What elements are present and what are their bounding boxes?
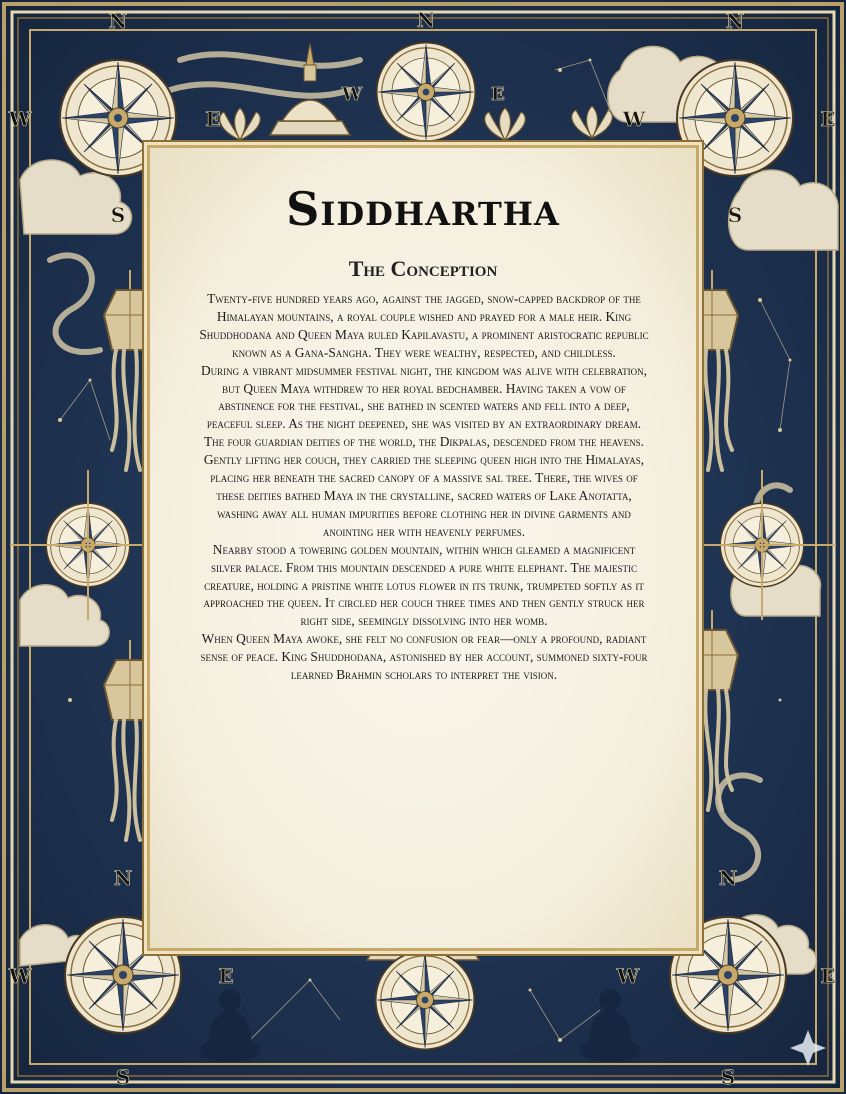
compass-letter: N: [113, 866, 133, 890]
compass-letter: E: [205, 107, 221, 131]
compass-letter: N: [725, 9, 745, 33]
compass-letter: W: [8, 964, 32, 988]
paragraph: Twenty-five hundred years ago, against the jagged, snow-capped backdrop of the Himalayan mountains, a royal couple wished and prayed for a male heir. King Shuddhodana and Queen Maya ruled Kapilavastu, a prominent aristocratic republic known as a Gana-Sangha. They were wealthy, respected, and childless.: [199, 291, 649, 360]
paragraph: During a vibrant midsummer festival night, the kingdom was alive with celebration, but Queen Maya withdrew to her royal bedchamber. Having taken a vow of abstinence for the festival, she bathed in scented waters and fell into a deep, peaceful sleep. As the night deepened, she was visited by an extraordinary dream.: [201, 362, 647, 432]
paragraph: The four guardian deities of the world, the Dikpalas, descended from the heavens. Gently lifting her couch, they carried the sleeping queen high into the Himalayas, placing her beneath the sacred canopy of a massive sal tree. There, the wives of these deities bathed Maya in the crystalline, sacred waters of Lake Anotatta, washing away all human impurities before clothing her in divine garments and anointing her with heavenly perfumes.: [203, 434, 645, 539]
paragraph: Nearby stood a towering golden mountain, within which gleamed a magnificent silver palace. From this mountain descended a pure white elephant. The majestic creature, holding a pristine white lotus flower in its trunk, trumpeted softly as it approached the queen. It circled her couch three times and then gently struck her right side, seemingly dissolving into her womb.: [203, 541, 645, 629]
compass-letter: S: [727, 203, 743, 227]
compass-letter: E: [218, 964, 234, 988]
compass-letter: S: [720, 1065, 736, 1089]
compass-letter: W: [8, 107, 32, 131]
page-title: Siddhartha: [286, 182, 560, 236]
compass-letter: E: [491, 84, 505, 105]
compass-letter: E: [820, 964, 836, 988]
chapter-body: [196, 290, 652, 684]
chapter-subtitle: The Conception: [348, 256, 498, 281]
compass-letter: S: [110, 203, 126, 227]
compass-letter: S: [115, 1065, 131, 1089]
compass-letter: N: [108, 9, 128, 33]
compass-letter: W: [622, 107, 646, 131]
compass-letter: E: [820, 107, 836, 131]
paragraph: When Queen Maya awoke, she felt no confusion or fear—only a profound, radiant sense of peace. King Shuddhodana, astonished by her account, summoned sixty-four learned Brahmin scholars to interpret the vision.: [200, 631, 648, 683]
compass-letter: W: [616, 964, 640, 988]
compass-letter: W: [341, 84, 363, 105]
compass-letter: N: [416, 8, 436, 32]
compass-letter: N: [718, 866, 738, 890]
